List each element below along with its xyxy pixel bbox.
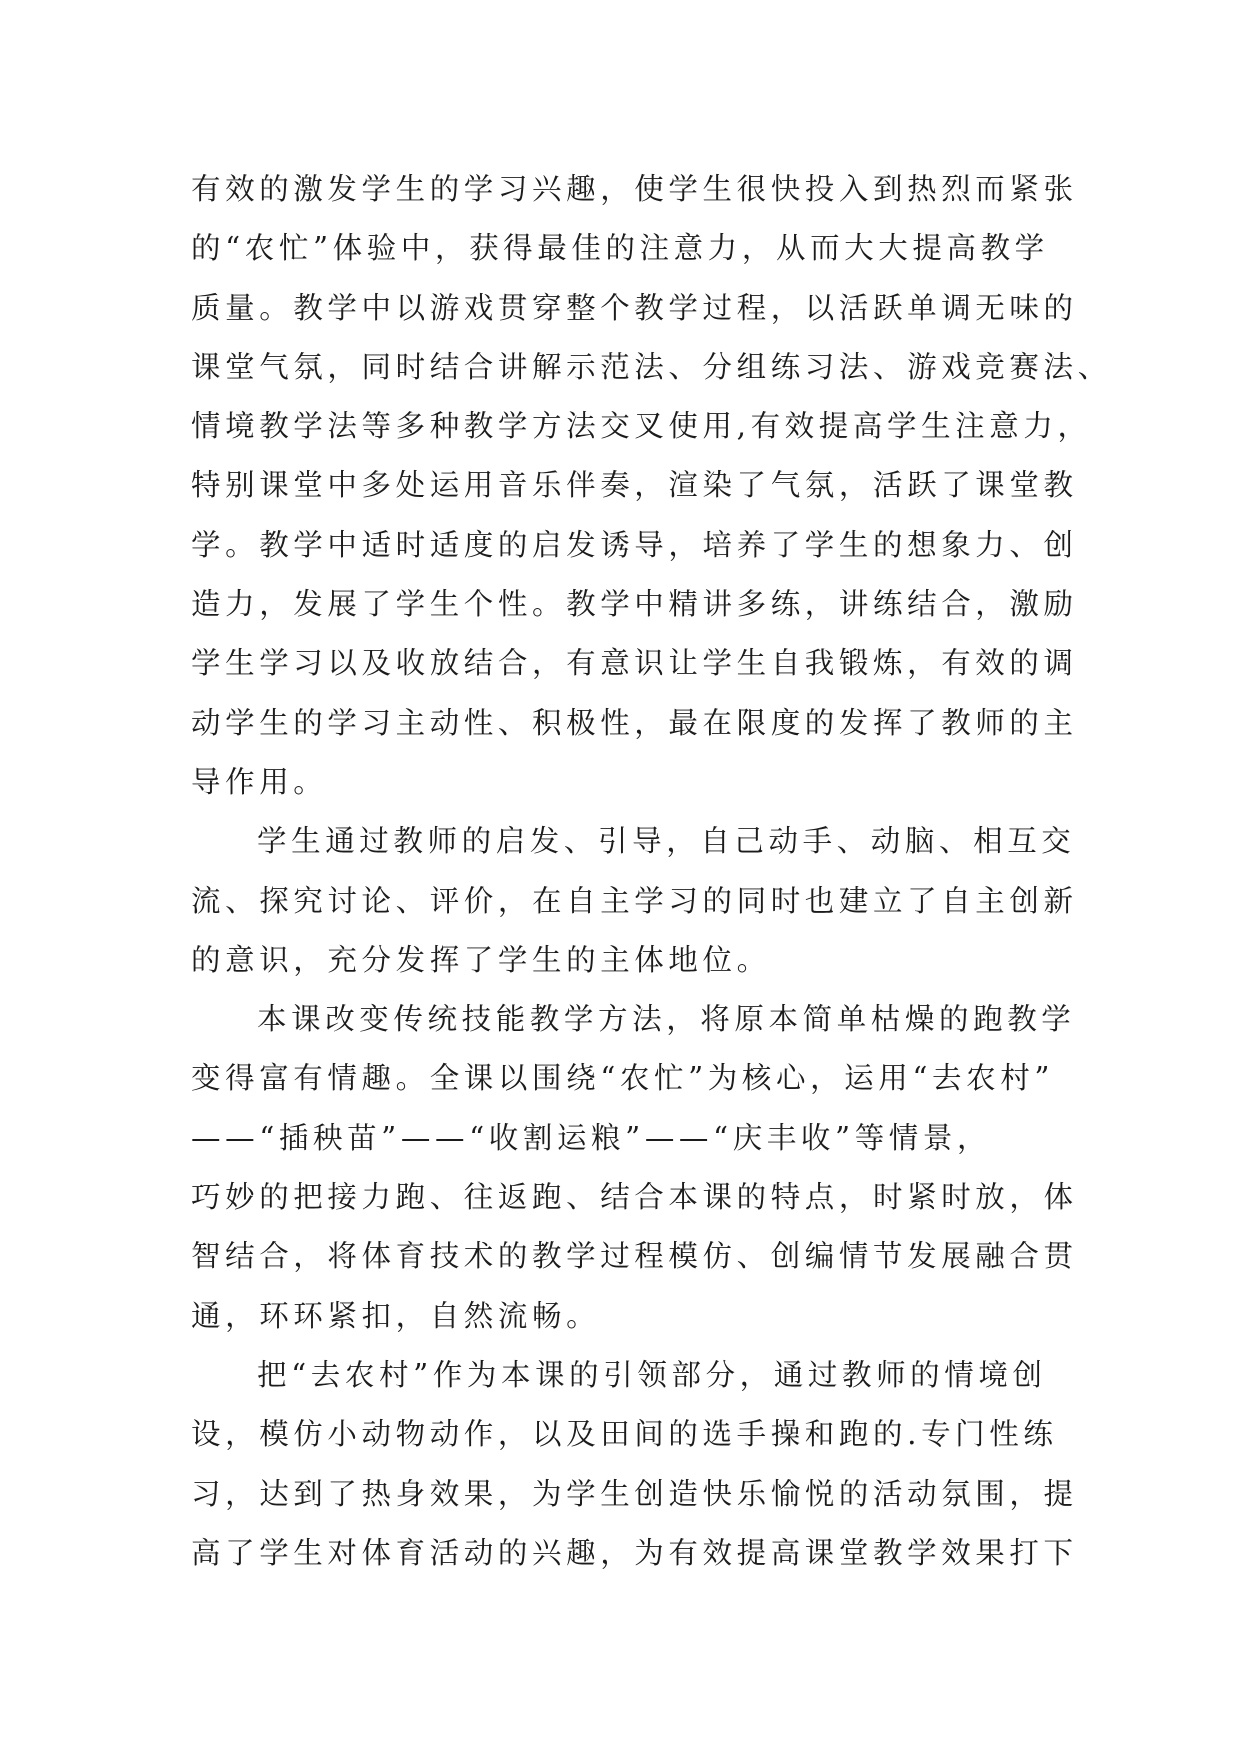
text-line: 智结合，将体育技术的教学过程模仿、创编情节发展融合贯: [191, 1239, 1078, 1274]
text-line: 学生学习以及收放结合，有意识让学生自我锻炼，有效的调: [191, 646, 1078, 681]
text-line: 高了学生对体育活动的兴趣，为有效提高课堂教学效果打下: [191, 1535, 1078, 1570]
text-line: 质量。教学中以游戏贯穿整个教学过程，以活跃单调无味的: [191, 290, 1078, 325]
paragraph-first-line: 把“去农村”作为本课的引领部分，通过教师的情境创: [257, 1357, 1047, 1392]
text-line: 动学生的学习主动性、积极性，最在限度的发挥了教师的主: [191, 705, 1078, 740]
text-line: 学。教学中适时适度的启发诱导，培养了学生的想象力、创: [191, 527, 1078, 562]
paragraph-first-line: 学生通过教师的启发、引导，自己动手、动脑、相互交: [257, 824, 1076, 859]
text-line: 情境教学法等多种教学方法交叉使用,有效提高学生注意力，: [191, 409, 1092, 444]
text-line: 的“农忙”体验中，获得最佳的注意力，从而大大提高教学: [191, 231, 1049, 266]
paragraph-first-line: 本课改变传统技能教学方法，将原本简单枯燥的跑教学: [257, 1002, 1076, 1037]
text-line: 课堂气氛，同时结合讲解示范法、分组练习法、游戏竞赛法、: [191, 349, 1112, 384]
text-line: 的意识，充分发挥了学生的主体地位。: [191, 942, 771, 977]
text-line: 有效的激发学生的学习兴趣，使学生很快投入到热烈而紧张: [191, 172, 1078, 206]
text-line: 造力，发展了学生个性。教学中精讲多练，讲练结合，激励: [191, 587, 1078, 622]
text-line: ——“插秧苗”——“收割运粮”——“庆丰收”等情景，: [191, 1120, 992, 1155]
text-line: 设，模仿小动物动作，以及田间的选手操和跑的.专门性练: [191, 1417, 1058, 1452]
text-line: 流、探究讨论、评价，在自主学习的同时也建立了自主创新: [191, 883, 1078, 918]
text-line: 导作用。: [191, 764, 328, 799]
text-line: 特别课堂中多处运用音乐伴奏，渲染了气氛，活跃了课堂教: [191, 468, 1078, 503]
body-text: [191, 160, 1112, 1583]
text-line: 习，达到了热身效果，为学生创造快乐愉悦的活动氛围，提: [191, 1476, 1078, 1511]
text-line: 变得富有情趣。全课以围绕“农忙”为核心，运用“去农村”: [191, 1061, 1055, 1096]
text-line: 通，环环紧扣，自然流畅。: [191, 1298, 601, 1333]
text-line: 巧妙的把接力跑、往返跑、结合本课的特点，时紧时放，体: [191, 1180, 1078, 1215]
